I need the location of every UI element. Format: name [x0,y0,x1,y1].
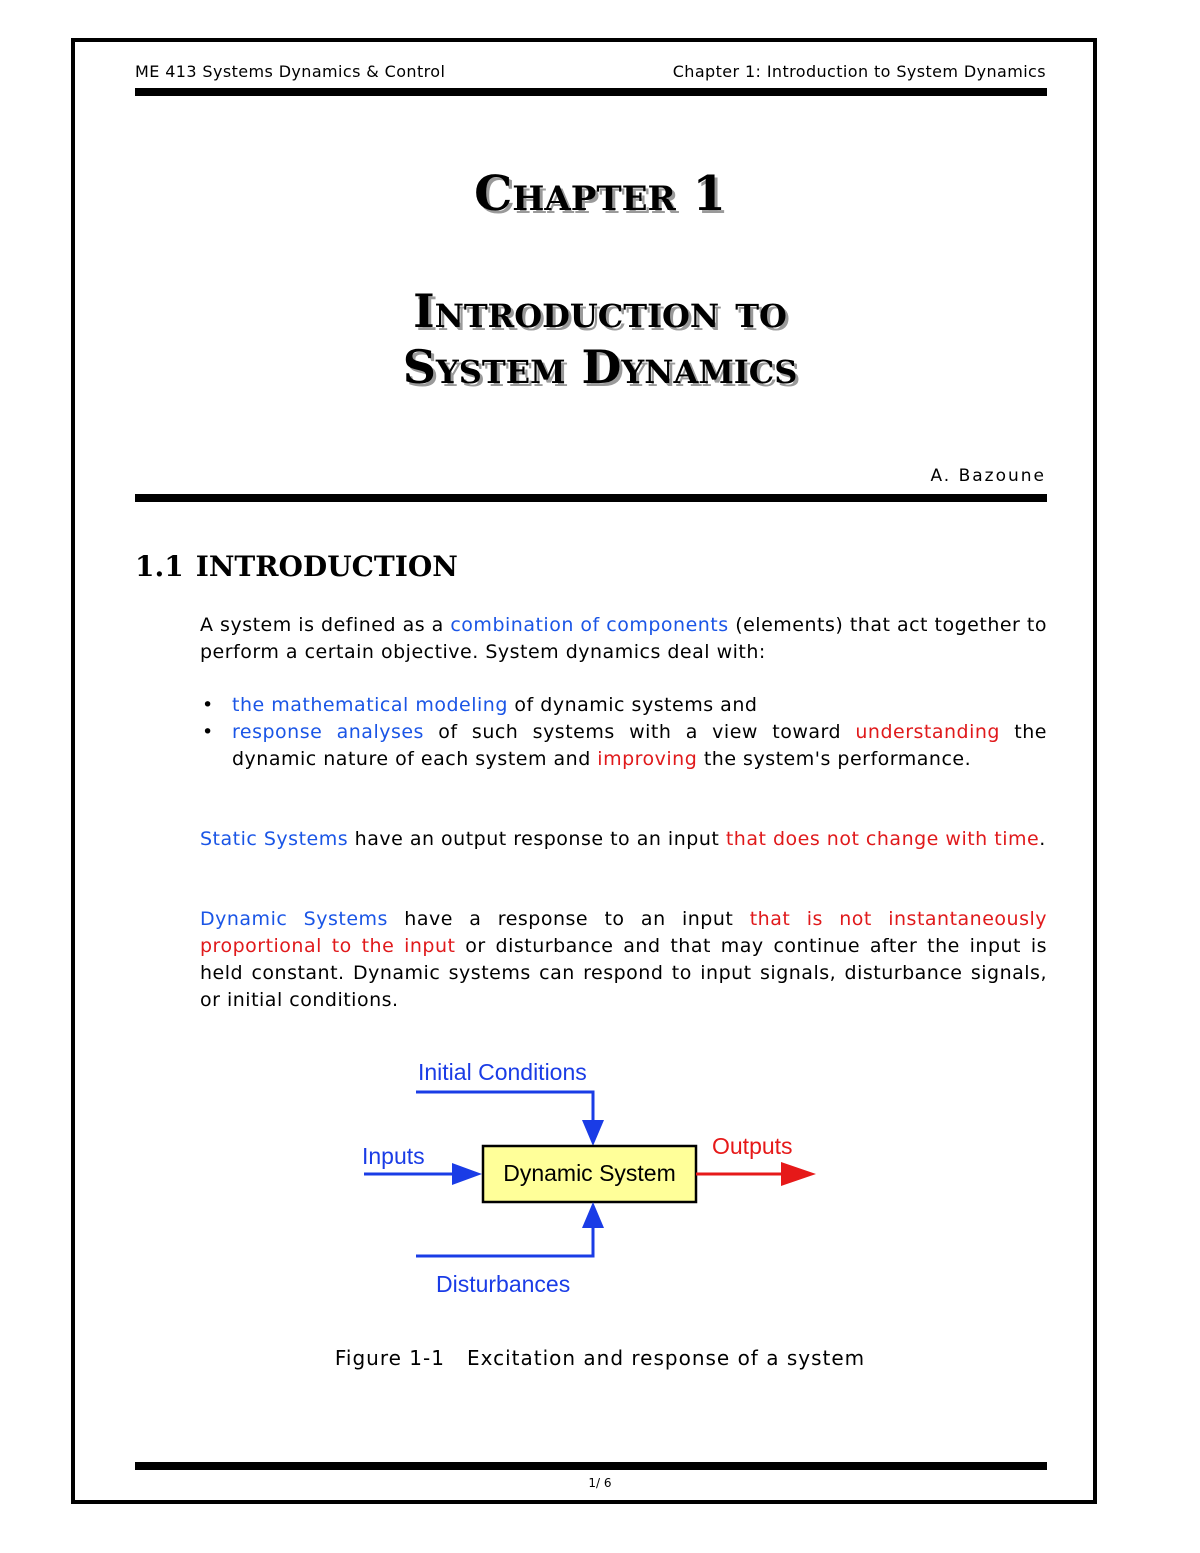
figure-number: Figure 1-1 [334,1346,445,1370]
highlight-run: response analyses [232,721,424,743]
text-run: have an output response to an input [348,828,726,850]
outputs-arrow-icon [781,1162,816,1186]
paragraph-system-definition [200,612,1047,666]
header-course: ME 413 Systems Dynamics & Control [135,62,446,81]
highlight-run: Static Systems [200,828,349,850]
highlight-run: Dynamic Systems [200,908,388,930]
header-chapter: Chapter 1: Introduction to System Dynamics [672,62,1046,81]
highlight-run: the mathematical modeling [232,694,508,716]
section-title: INTRODUCTION [195,550,458,583]
text-run: (elements) that act together to perform a certain objective. System dynamics deal with: [200,614,1047,663]
text-run: . [1039,828,1046,850]
highlight-run: combination of components [450,614,729,636]
paragraph-static-systems [200,826,1047,853]
initial-conditions-line [416,1092,593,1126]
bullet-list [200,692,1047,773]
author: A. Bazoune [930,466,1046,486]
section-heading [135,550,458,583]
chapter-title-line1: Introduction to [413,284,787,338]
figure-caption [0,1346,1200,1370]
bullet-icon: • [202,694,214,716]
disturbances-label: Disturbances [436,1271,571,1297]
text-run: or disturbance and that may continue after the input is held constant. Dynamic systems can respond to input signals, disturbance signals, or initial conditions. [200,935,1047,1011]
text-run: have a response to an input [387,908,750,930]
figure-caption-text: Excitation and response of a system [466,1346,866,1370]
text-run: the system's performance. [697,748,972,770]
emphasis-run: that is not instantaneously proportional to the input [200,908,1047,957]
disturbances-line [416,1225,593,1256]
list-item [200,719,1047,773]
footer-rule [135,1462,1047,1470]
bullet-icon: • [202,721,214,743]
emphasis-run: understanding [855,721,1000,743]
chapter-number: Chapter 1 [474,166,726,222]
text-run: the dynamic nature of each system and [232,721,1047,770]
outputs-label: Outputs [712,1133,793,1159]
text-run: of such systems with a view toward [423,721,856,743]
initial-conditions-label: Initial Conditions [418,1059,587,1085]
dynamic-system-label: Dynamic System [503,1160,676,1186]
page-number: 1/ 6 [588,1476,612,1490]
list-item [200,692,1047,719]
section-number: 1.1 [135,550,184,583]
text-run: A system is defined as a [200,614,451,636]
header-rule [135,88,1047,96]
initial-conditions-arrow-icon [582,1120,604,1146]
inputs-arrow-icon [452,1163,482,1185]
disturbances-arrow-icon [582,1202,604,1228]
text-run: of dynamic systems and [507,694,758,716]
inputs-label: Inputs [362,1143,425,1169]
system-diagram [340,1050,860,1310]
paragraph-dynamic-systems [200,906,1047,1014]
emphasis-run: improving [597,748,698,770]
emphasis-run: that does not change with time [725,828,1040,850]
chapter-title-line2: System Dynamics [402,340,798,394]
title-rule [135,494,1047,502]
